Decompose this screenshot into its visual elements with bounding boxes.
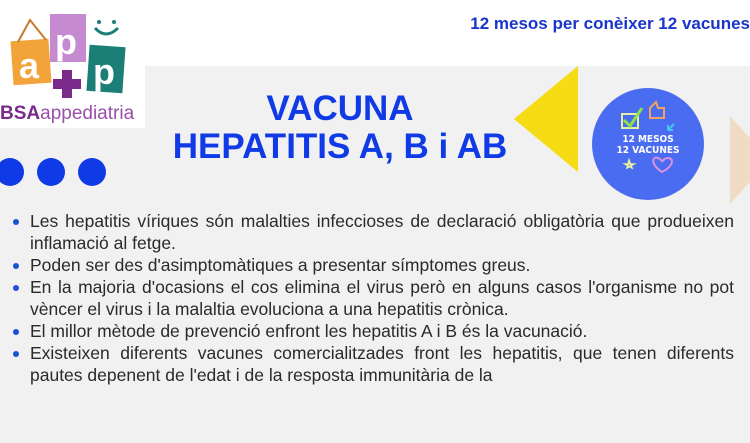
badge-text: 12 MESOS 12 VACUNES — [616, 134, 680, 156]
dot-icon — [0, 158, 24, 186]
list-item: Existeixen diferents vacunes comercialitzades front les hepatitis, que tenen diferents pautes depenent de l'edat i de la resposta immunitària de la — [10, 342, 734, 386]
appediatria-logo — [0, 0, 145, 128]
list-item: En la majoria d'ocasions el cos elimina el virus però en alguns casos l'organisme no pot vèncer el virus i la malaltia evoluciona a una hepatitis crònica. — [10, 276, 734, 320]
heart-icon — [653, 158, 672, 172]
svg-text:p: p — [55, 21, 77, 62]
list-item: El millor mètode de prevenció enfront les hepatitis A i B és la vacunació. — [10, 320, 734, 342]
check-icon — [624, 108, 642, 126]
dot-icon — [37, 158, 65, 186]
page-title — [160, 90, 520, 166]
list-item: Poden ser des d'asimptomàtiques a presentar símptomes greus. — [10, 254, 734, 276]
yellow-triangle-decoration — [514, 66, 578, 172]
info-bullet-list — [10, 210, 734, 386]
list-item: Les hepatitis víriques són malalties infeccioses de declaració obligatòria que produeixen inflamació al fetge. — [10, 210, 734, 254]
title-line-2: HEPATITIS A, B i AB — [172, 127, 508, 166]
title-line-1: VACUNA — [266, 89, 414, 128]
logo-brand-text: BSAappediatria — [0, 103, 135, 124]
star-icon — [625, 160, 634, 168]
campaign-tagline: 12 mesos per conèixer 12 vacunes — [470, 14, 750, 33]
arrow-icon — [668, 124, 674, 130]
thumbs-up-icon — [650, 102, 664, 118]
campaign-badge — [592, 88, 704, 200]
dot-icon — [78, 158, 106, 186]
svg-text:a: a — [19, 45, 40, 86]
svg-text:p: p — [93, 51, 115, 92]
peach-triangle-decoration — [730, 116, 750, 204]
